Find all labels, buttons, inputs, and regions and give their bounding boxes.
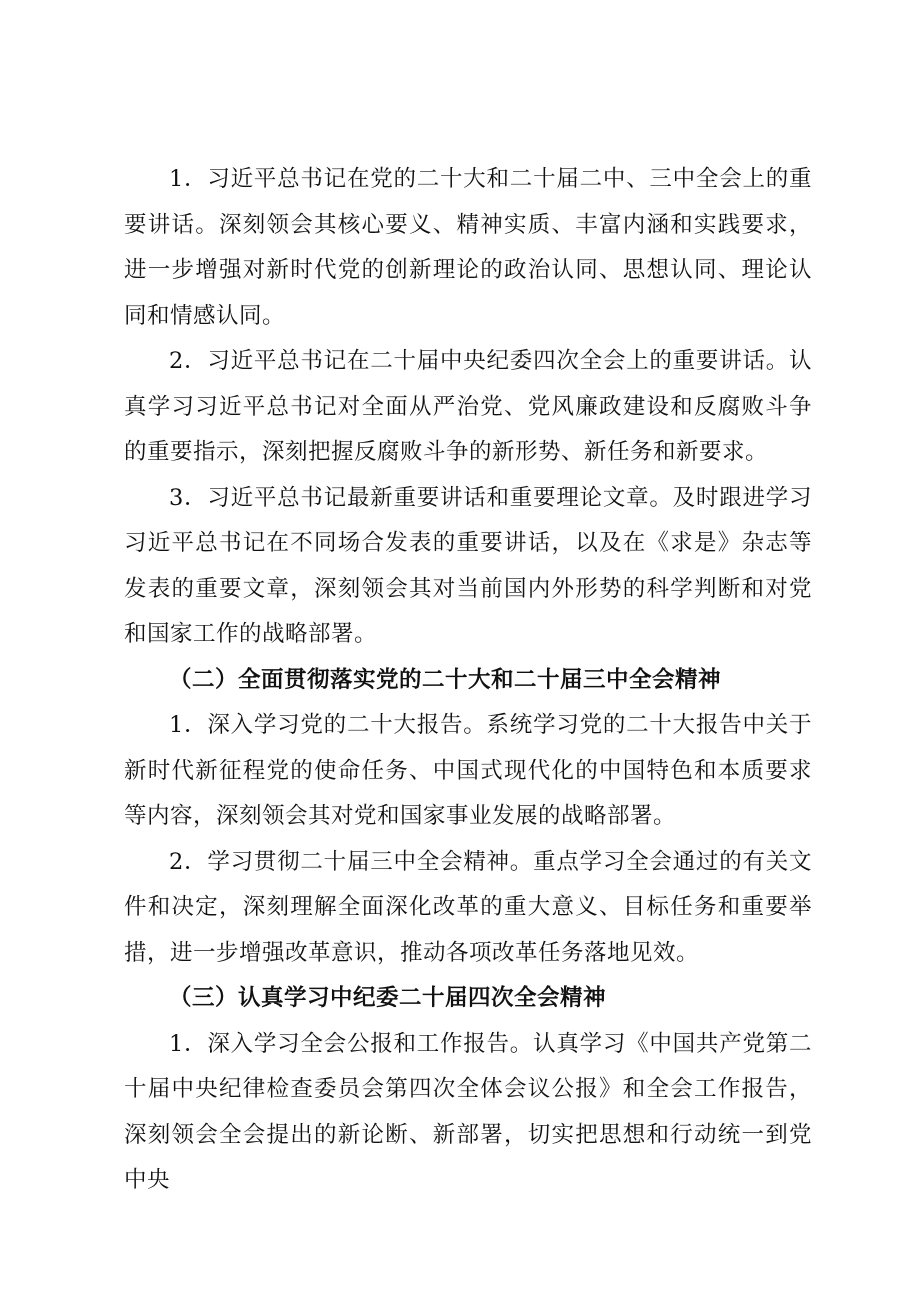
paragraph-third-plenum: 2．学习贯彻二十届三中全会精神。重点学习全会通过的有关文件和决定，深刻理解全面深化改革的重大意义、目标任务和重要举措，进一步增强改革意识，推动各项改革任务落地见效。 bbox=[124, 848, 812, 966]
section-heading-3: （三）认真学习中纪委二十届四次全会精神 bbox=[169, 985, 607, 1011]
paragraph-speech-20th-congress: 1．习近平总书记在党的二十大和二十届二中、三中全会上的重要讲话。深刻领会其核心要义、精神实质、丰富内涵和实践要求，进一步增强对新时代党的创新理论的政治认同、思想认同、理论认同和情感认同。 bbox=[124, 166, 812, 329]
section-heading-2: （二）全面贯彻落实党的二十大和二十届三中全会精神 bbox=[169, 666, 722, 693]
document-page bbox=[124, 157, 812, 1204]
paragraph-latest-speeches: 3．习近平总书记最新重要讲话和重要理论文章。及时跟进学习习近平总书记在不同场合发表的重要讲话，以及在《求是》杂志等发表的重要文章，深刻领会其对当前国内外形势的科学判断和对党和国家工作的战略部署。 bbox=[124, 484, 812, 647]
paragraph-speech-discipline-session: 2．习近平总书记在二十届中央纪委四次全会上的重要讲话。认真学习习近平总书记对全面从严治党、党风廉政建设和反腐败斗争的重要指示，深刻把握反腐败斗争的新形势、新任务和新要求。 bbox=[124, 348, 812, 465]
paragraph-study-report: 1．深入学习党的二十大报告。系统学习党的二十大报告中关于新时代新征程党的使命任务、中国式现代化的中国特色和本质要求等内容，深刻领会其对党和国家事业发展的战略部署。 bbox=[124, 712, 812, 829]
paragraph-communique: 1．深入学习全会公报和工作报告。认真学习《中国共产党第二十届中央纪律检查委员会第四次全体会议公报》和全会工作报告，深刻领会全会提出的新论断、新部署，切实把思想和行动统一到党中央 bbox=[124, 1030, 812, 1193]
